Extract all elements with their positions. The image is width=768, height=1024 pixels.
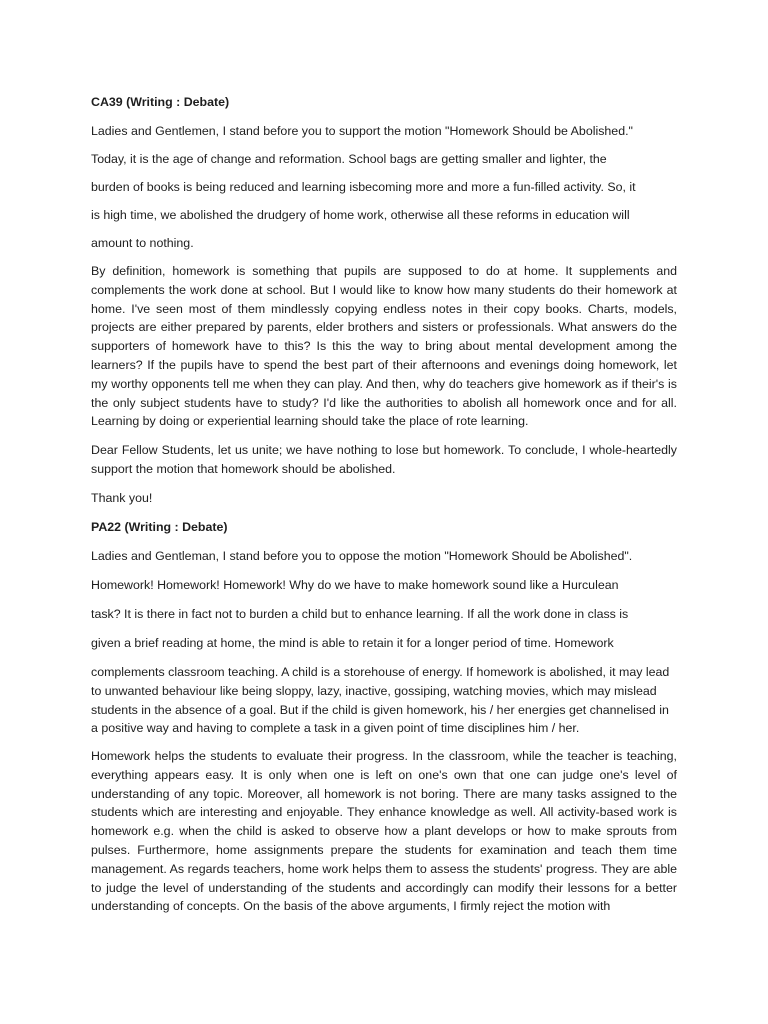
- opening-line: amount to nothing.: [91, 236, 194, 250]
- opening-line: Ladies and Gentlemen, I stand before you to support the motion "Homework Should be Abolished.": [91, 124, 633, 138]
- body-paragraph: By definition, homework is something that pupils are supposed to do at home. It supplements and complements the work done at school. But I would like to know how many students do their homework at home. I've seen most of them mindlessly copying endless notes in their copy books. Charts, models, projects are either prepared by parents, elder brothers and sisters or professionals. What answers do the supporters of homework have to this? Is this the way to bring about mental development among the learners? If the pupils have to spend the best part of their afternoons and evenings doing homework, let my worthy opponents tell me when they can play. And then, why do teachers give homework as if their's is the only subject students have to study? I'd like the authorities to abolish all homework once and for all. Learning by doing or experiential learning should take the place of rote learning.: [91, 264, 677, 429]
- document-page: [91, 0, 677, 1024]
- opening-line: Today, it is the age of change and reformation. School bags are getting smaller and lighter, the: [91, 152, 607, 166]
- section-heading-ca39: CA39 (Writing : Debate): [91, 95, 230, 109]
- opening-line: given a brief reading at home, the mind is able to retain it for a longer period of time. Homework: [91, 636, 614, 650]
- opening-line: is high time, we abolished the drudgery of home work, otherwise all these reforms in education will: [91, 208, 630, 222]
- opening-line: Homework! Homework! Homework! Why do we have to make homework sound like a Hurculean: [91, 578, 619, 592]
- opening-line: Ladies and Gentleman, I stand before you to oppose the motion "Homework Should be Abolished".: [91, 549, 633, 563]
- body-paragraph: complements classroom teaching. A child is a storehouse of energy. If homework is abolished, it may lead to unwanted behaviour like being sloppy, lazy, inactive, gossiping, watching movies, which may mislead students in the absence of a goal. But if the child is given homework, his / her energies get channelised in a positive way and having to complete a task in a given point of time disciplines him / her.: [91, 665, 670, 736]
- section-heading-pa22: PA22 (Writing : Debate): [91, 520, 228, 534]
- body-paragraph: Dear Fellow Students, let us unite; we have nothing to lose but homework. To conclude, I whole-heartedly support the motion that homework should be abolished.: [91, 443, 677, 476]
- closing-line: Thank you!: [91, 491, 153, 505]
- opening-line: burden of books is being reduced and learning isbecoming more and more a fun-filled activity. So, it: [91, 180, 636, 194]
- body-paragraph: Homework helps the students to evaluate their progress. In the classroom, while the teacher is teaching, everything appears easy. It is only when one is left on one's own that one can judge one's level of understanding of any topic. Moreover, all homework is not boring. There are many tasks assigned to the students which are interesting and enjoyable. They enhance knowledge as well. All activity-based work is homework e.g. when the child is asked to observe how a plant develops or how to make sprouts from pulses. Furthermore, home assignments prepare the students for examination and teach them time management. As regards teachers, home work helps them to assess the students' progress. They are able to judge the level of understanding of the students and accordingly can modify their lessons for a better understanding of concepts. On the basis of the above arguments, I firmly reject the motion with: [91, 749, 677, 914]
- opening-line: task? It is there in fact not to burden a child but to enhance learning. If all the work done in class is: [91, 607, 629, 621]
